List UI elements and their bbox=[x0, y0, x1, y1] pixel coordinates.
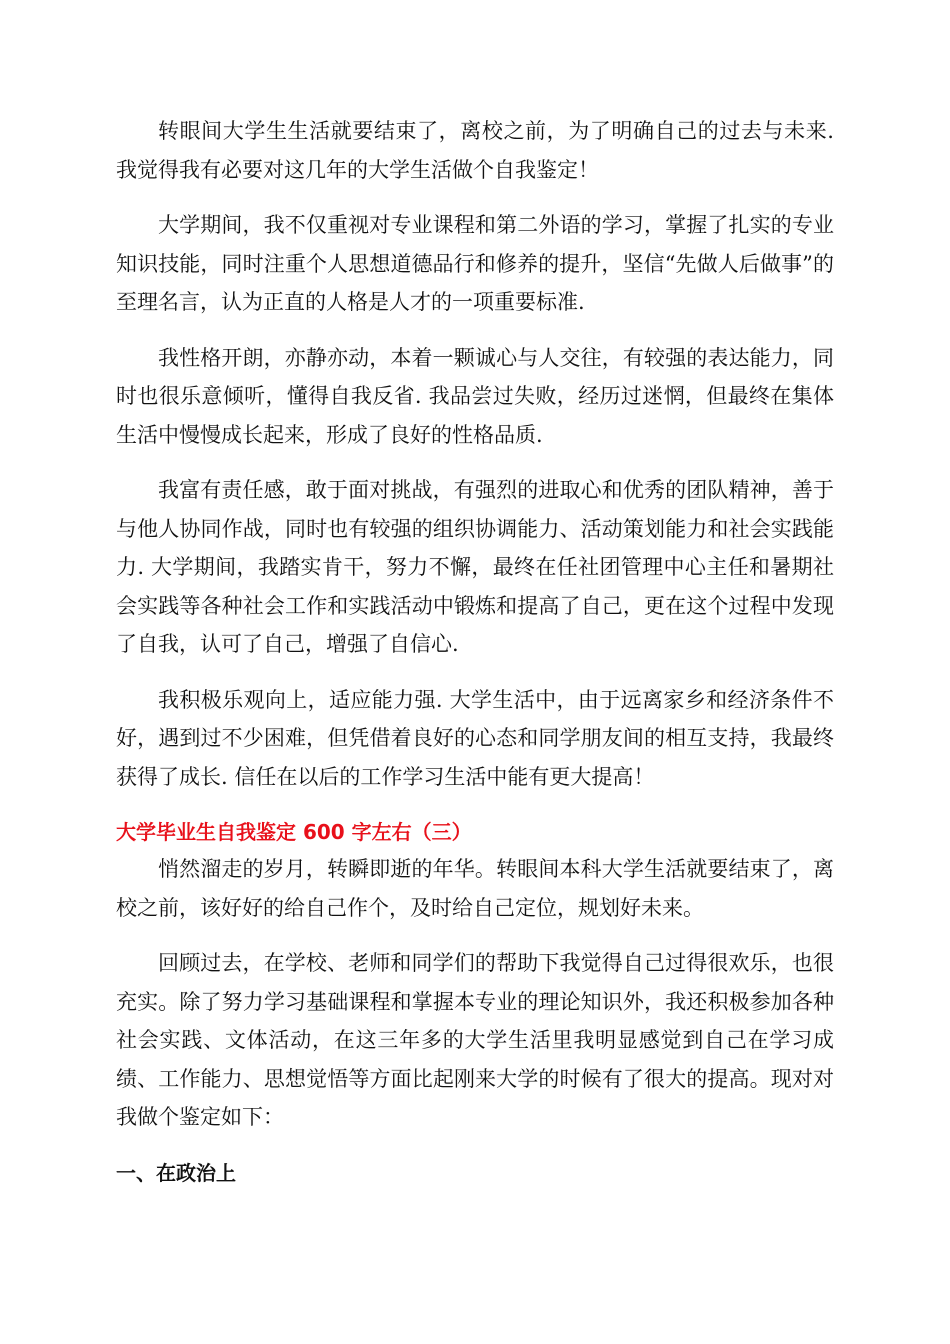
paragraph-responsibility: 我富有责任感，敢于面对挑战，有强烈的进取心和优秀的团队精神，善于与他人协同作战，同时也有较强的组织协调能力、活动策划能力和社会实践能力. 大学期间，我踏实肯干，努力不懈，最终在任社团管理中心主任和暑期社会实践等各种社会工作和实践活动中锻炼和提高了自己，更在这个过程中发现了自我，认可了自己，增强了自信心. bbox=[116, 478, 834, 656]
paragraph-study-focus: 大学期间，我不仅重视对专业课程和第二外语的学习，掌握了扎实的专业知识技能，同时注重个人思想道德品行和修养的提升，坚信“先做人后做事”的至理名言，认为正直的人格是人才的一项重要标准. bbox=[116, 213, 834, 314]
paragraph-graduation-intro: 转眼间大学生生活就要结束了，离校之前，为了明确自己的过去与未来. 我觉得我有必要对这几年的大学生活做个自我鉴定！ bbox=[116, 119, 834, 182]
section-heading: 大学毕业生自我鉴定 600 字左右（三） bbox=[116, 820, 472, 844]
paragraph-optimism: 我积极乐观向上，适应能力强. 大学生活中，由于远离家乡和经济条件不好，遇到过不少困难，但凭借着良好的心态和同学朋友间的相互支持，我最终获得了成长. 信任在以后的工作学习生活中能有更大提高！ bbox=[116, 687, 834, 789]
paragraph-review: 回顾过去，在学校、老师和同学们的帮助下我觉得自己过得很欢乐，也很充实。除了努力学习基础课程和掌握本专业的理论知识外，我还积极参加各种社会实践、文体活动，在这三年多的大学生活里我明显感觉到自己在学习成绩、工作能力、思想觉悟等方面比起刚来大学的时候有了很大的提高。现对对我做个鉴定如下： bbox=[116, 951, 834, 1129]
document-body bbox=[116, 112, 834, 1192]
paragraph-personality: 我性格开朗，亦静亦动，本着一颗诚心与人交往，有较强的表达能力，同时也很乐意倾听，懂得自我反省. 我品尝过失败，经历过迷惘，但最终在集体生活中慢慢成长起来，形成了良好的性格品质. bbox=[116, 345, 834, 447]
paragraph-time-passing: 悄然溜走的岁月，转瞬即逝的年华。转眼间本科大学生活就要结束了，离校之前，该好好的给自己作个，及时给自己定位，规划好未来。 bbox=[116, 857, 834, 920]
subheading-politics: 一、在政治上 bbox=[116, 1160, 236, 1185]
